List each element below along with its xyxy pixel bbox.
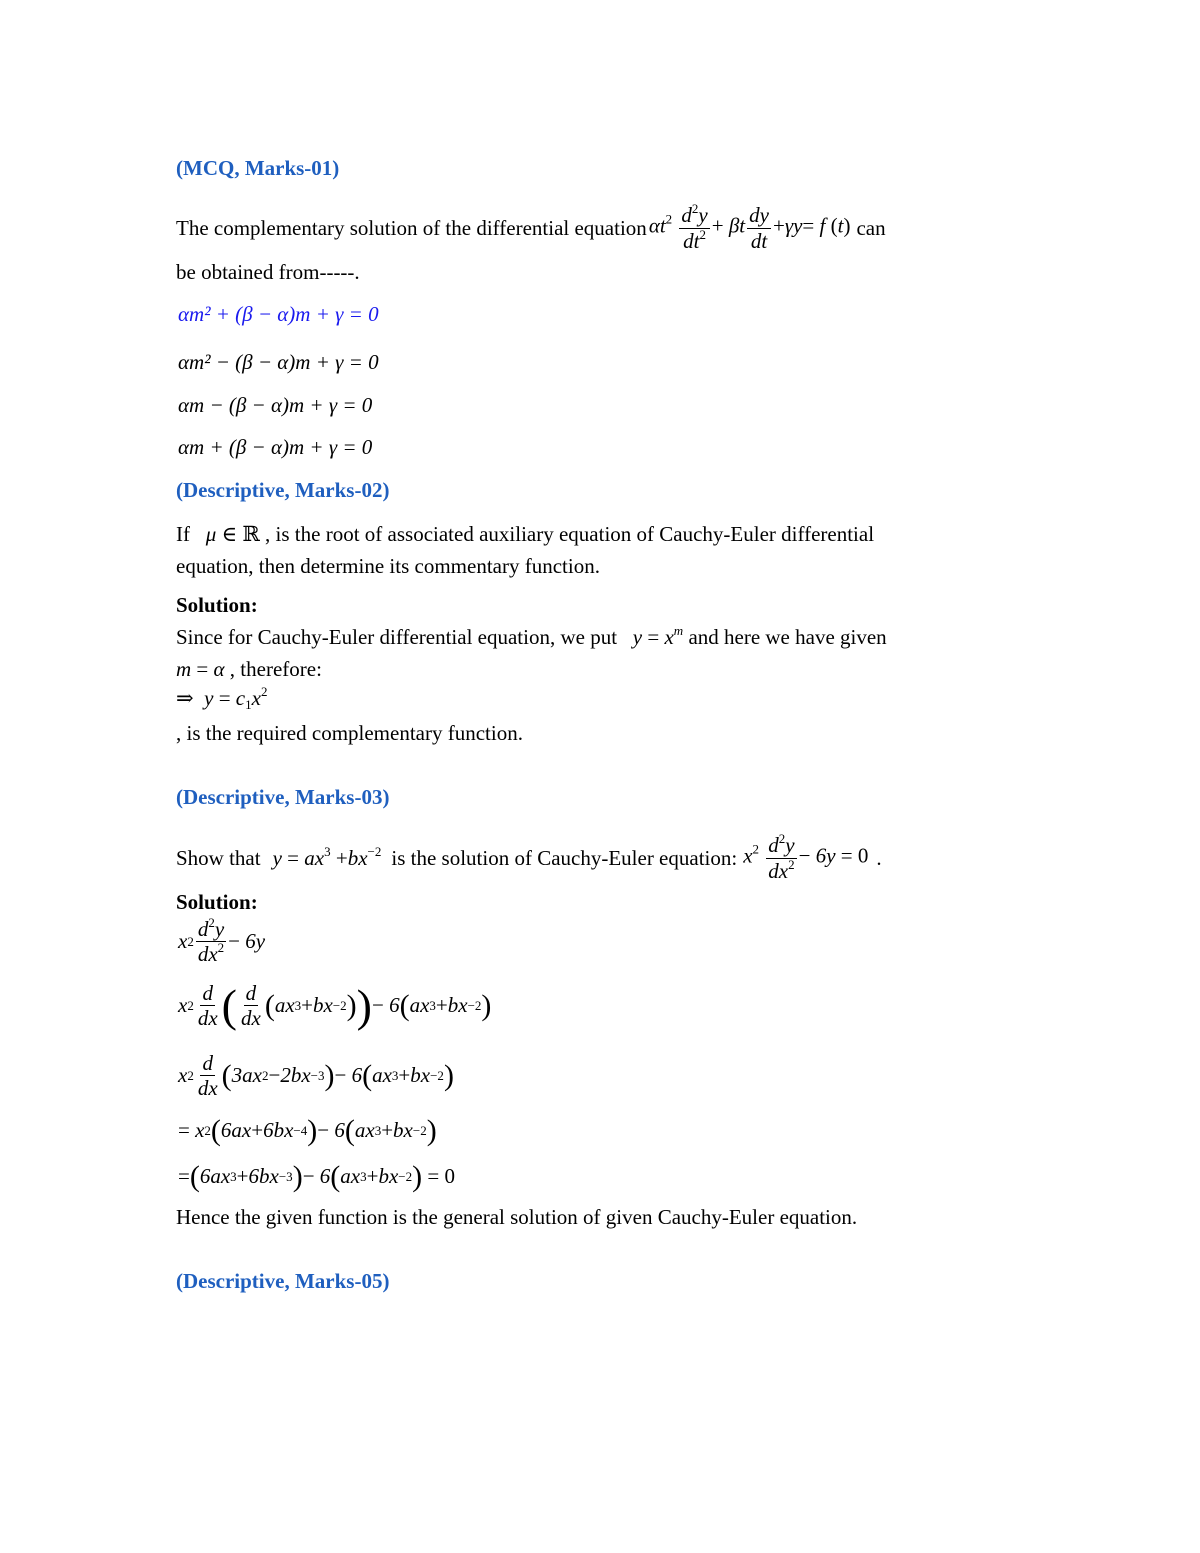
q2-solution-line2: m = α , therefore:	[176, 657, 322, 681]
q3-step-2: x 2 $\frac{d}{dx}$ ( $\frac{d}{dx}$ ( ax 3 + bx −2 ) ) − 6 ( ax 3 + bx −2 )	[178, 979, 492, 1031]
q3-conclusion: Hence the given function is the general solution of given Cauchy-Euler equation.	[176, 1205, 858, 1229]
q2-question-line2: equation, then determine its commentary function.	[176, 554, 600, 578]
q2-solution-label: Solution:	[176, 593, 258, 617]
q1-stem-text: The complementary solution of the differential equation	[176, 215, 647, 240]
q2-solution-result-eq: ⇒ $y = c_1x^2$	[176, 684, 268, 712]
q2-mu-in-reals: μ ∈ ℝ	[195, 522, 260, 546]
q4-heading: (Descriptive, Marks-05)	[176, 1269, 390, 1293]
q1-stem-line1	[176, 200, 886, 256]
q2-if-text: If	[176, 522, 190, 546]
q3-question-line: Show that $y = ax^3 +bx^{-2}$ is the solution of Cauchy-Euler equation: $x^2$ $\frac{d^2y}{dx^2}$ − 6y = 0 .	[176, 831, 882, 883]
q1-option-1-correct: αm² + (β − α)m + γ = 0	[178, 302, 379, 326]
q2-m-equals-alpha: m = α	[176, 657, 225, 681]
q3-solution-label: Solution:	[176, 890, 258, 914]
q1-option-4: αm + (β − α)m + γ = 0	[178, 435, 373, 459]
q2-question-text: , is the root of associated auxiliary equation of Cauchy-Euler differential	[265, 522, 875, 546]
q1-stem-can: can	[856, 215, 886, 240]
q2-question-line1	[176, 522, 874, 547]
q1-option-3: αm − (β − α)m + γ = 0	[178, 393, 373, 417]
q2-solution-line1: Since for Cauchy-Euler differential equation, we put $y = x^m$ and here we have given	[176, 623, 887, 649]
q3-step-3: x 2 $\frac{d}{dx}$ ( 3ax 2 − 2bx −3 ) − 6 ( ax 3 + bx −2 )	[178, 1051, 454, 1101]
q2-substitution-eq: $y = x^m$	[622, 623, 684, 649]
q3-cauchy-euler-eq: $x^2$ $\frac{d^2y}{dx^2}$ − 6y = 0	[743, 831, 869, 883]
q1-ode-equation: $\alpha t^2$ $\frac{d^2y}{dt^2}$ + βt $\frac{dy}{dt}$ +γy= f (t)	[648, 201, 851, 253]
q1-option-2: αm² − (β − α)m + γ = 0	[178, 350, 379, 374]
q1-heading: (MCQ, Marks-01)	[176, 156, 340, 180]
q1-stem-line2: be obtained from-----.	[176, 260, 360, 284]
q3-step-1: x 2 $\frac{d^2y}{dx^2}$ − 6y	[178, 915, 266, 967]
q3-step-4: = x 2 ( 6ax + 6bx −4 ) − 6 ( ax 3 + bx −2 )	[178, 1113, 437, 1147]
q2-heading: (Descriptive, Marks-02)	[176, 478, 390, 502]
q3-heading: (Descriptive, Marks-03)	[176, 785, 390, 809]
q2-solution-line4: , is the required complementary function.	[176, 721, 523, 745]
q3-step-5: = ( 6ax 3 + 6bx −3 ) − 6 ( ax 3 + bx −2 ) = 0	[178, 1159, 455, 1193]
q3-given-function-eq: $y = ax^3 +bx^{-2}$	[272, 843, 382, 870]
